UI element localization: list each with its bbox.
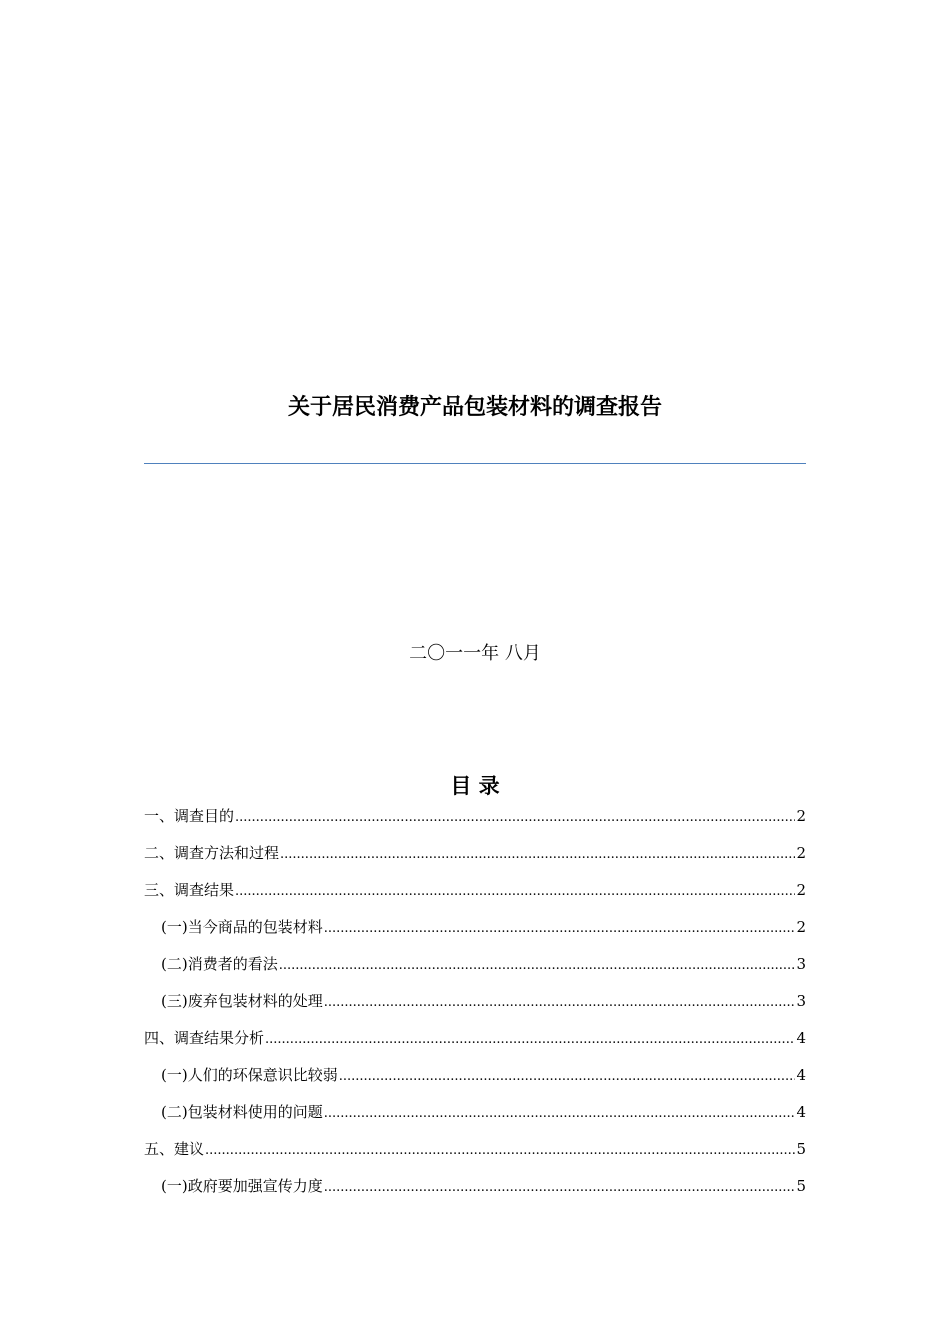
toc-subentry[interactable]: [144, 1172, 806, 1209]
toc-dot-leader: [280, 841, 795, 869]
toc-entry-title: (一)政府要加强宣传力度: [161, 1177, 323, 1195]
toc-dot-leader: [235, 878, 795, 906]
toc-page-number: 2: [796, 807, 806, 825]
toc-page-number: 2: [796, 881, 806, 899]
toc-entry-title: 四、调查结果分析: [144, 1029, 265, 1047]
toc-page-number: 5: [796, 1140, 806, 1158]
toc-entry-title: 三、调查结果: [144, 881, 235, 899]
toc-entry-title: (一)当今商品的包装材料: [161, 918, 323, 936]
toc-entry[interactable]: [144, 1135, 806, 1172]
toc-entry-title: (三)废弃包装材料的处理: [161, 992, 323, 1010]
toc-dot-leader: [324, 915, 796, 943]
title-divider: [144, 463, 806, 464]
toc-subentry[interactable]: [144, 1061, 806, 1098]
toc-dot-leader: [339, 1063, 796, 1091]
toc-entry-title: 一、调查目的: [144, 807, 235, 825]
toc-subentry[interactable]: [144, 950, 806, 987]
toc-page-number: 4: [796, 1029, 806, 1047]
toc-subentry[interactable]: [144, 987, 806, 1024]
toc-dot-leader: [235, 804, 795, 832]
toc-dot-leader: [324, 989, 796, 1017]
toc-page-number: 2: [796, 918, 806, 936]
toc-subentry[interactable]: [144, 1098, 806, 1135]
toc-entry-title: (二)消费者的看法: [161, 955, 278, 973]
toc-dot-leader: [205, 1137, 795, 1165]
toc-page-number: 2: [796, 844, 806, 862]
toc-page-number: 4: [796, 1066, 806, 1084]
toc-entry[interactable]: [144, 802, 806, 839]
toc-page-number: 4: [796, 1103, 806, 1121]
toc-page-number: 3: [796, 992, 806, 1010]
document-date: 二〇一一年 八月: [409, 643, 541, 664]
toc-entry[interactable]: [144, 1024, 806, 1061]
toc-dot-leader: [265, 1026, 795, 1054]
toc-page-number: 3: [796, 955, 806, 973]
toc-dot-leader: [279, 952, 796, 980]
toc-entry-title: 二、调查方法和过程: [144, 844, 280, 862]
toc-dot-leader: [324, 1100, 796, 1128]
toc-entry-title: (二)包装材料使用的问题: [161, 1103, 323, 1121]
toc-entry-title: 五、建议: [144, 1140, 205, 1158]
toc-dot-leader: [324, 1174, 796, 1202]
toc-subentry[interactable]: [144, 913, 806, 950]
toc-page-number: 5: [796, 1177, 806, 1195]
table-of-contents: [144, 802, 806, 1209]
toc-entry[interactable]: [144, 839, 806, 876]
toc-entry-title: (一)人们的环保意识比较弱: [161, 1066, 338, 1084]
toc-heading: 目 录: [450, 774, 500, 798]
toc-entry[interactable]: [144, 876, 806, 913]
document-title: 关于居民消费产品包装材料的调查报告: [287, 395, 662, 420]
